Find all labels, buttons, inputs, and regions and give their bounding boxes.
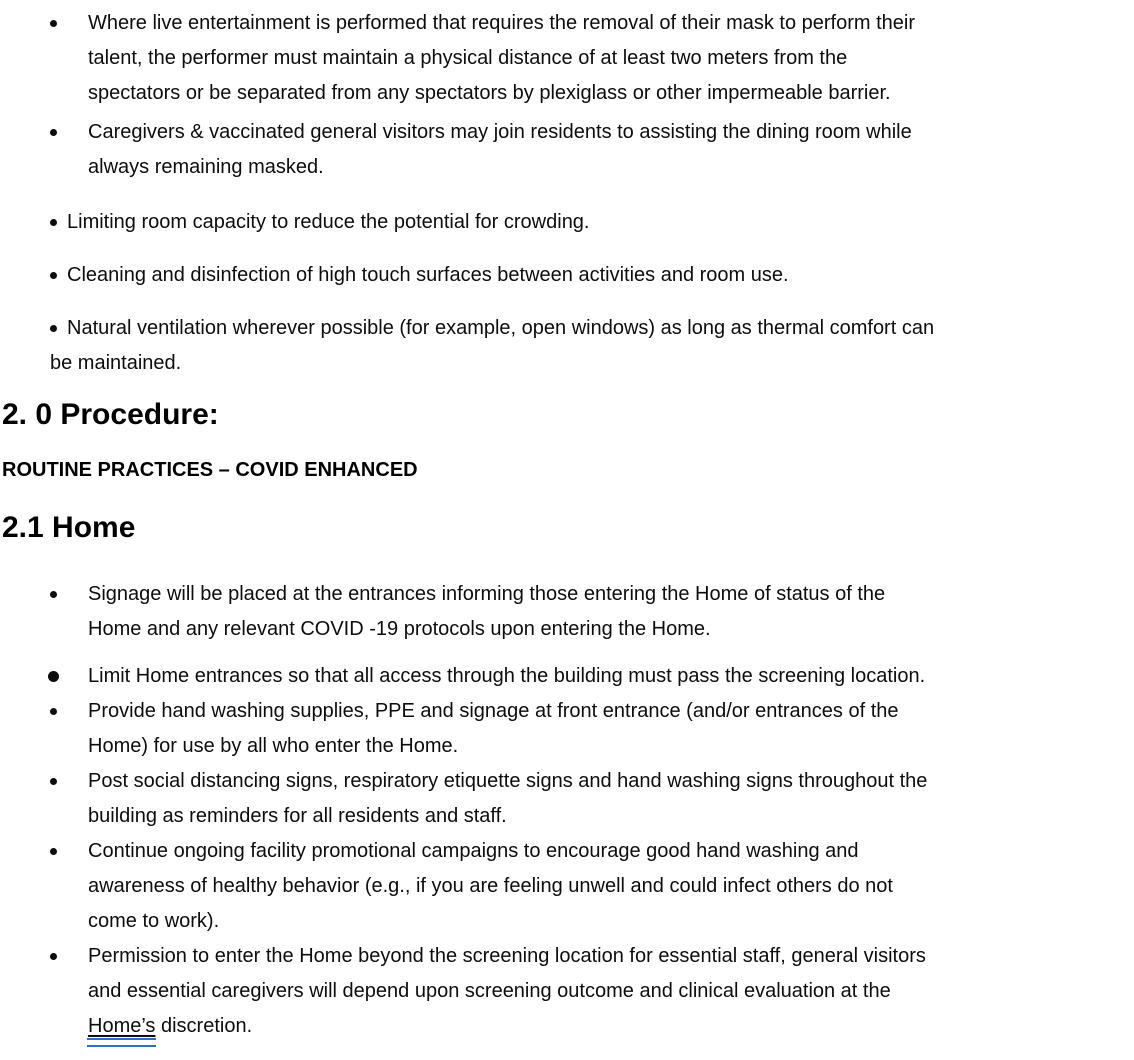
bullet-icon [50, 272, 57, 279]
bullet-icon [50, 325, 57, 332]
bulleted-paragraph [50, 311, 948, 381]
bullet-icon [50, 591, 57, 598]
list-item-text: Caregivers & vaccinated general visitors may join residents to assisting the dining room while always remaining masked. [88, 121, 912, 178]
home-procedures-list [2, 577, 1134, 1044]
entertainment-guidelines-list [2, 6, 1134, 185]
bullet-icon [48, 671, 59, 682]
list-item-text: Where live entertainment is performed that requires the removal of their mask to perform their talent, the performer must maintain a physical distance of at least two meters from the spectators or be separated from any spectators by plexiglass or other impermeable barrier. [88, 12, 916, 104]
bullet-icon [50, 708, 57, 715]
list-item [2, 659, 939, 694]
bullet-icon [50, 848, 57, 855]
list-item [2, 834, 939, 939]
bulleted-paragraph [50, 258, 948, 293]
list-item-text-trail: discretion. [155, 1015, 253, 1037]
bullet-icon [50, 953, 57, 960]
list-item-text: Signage will be placed at the entrances informing those entering the Home of status of the Home and any relevant COVID -19 protocols upon entering the Home. [88, 583, 886, 640]
list-item-text: Limit Home entrances so that all access through the building must pass the screening location. [88, 665, 926, 687]
paragraph-text: Limiting room capacity to reduce the potential for crowding. [67, 211, 590, 233]
bullet-icon [50, 778, 57, 785]
list-item-text: Continue ongoing facility promotional campaigns to encourage good hand washing and awareness of healthy behavior (e.g., if you are feeling unwell and could infect others do not come to work). [88, 840, 893, 932]
list-item [2, 6, 939, 111]
heading-procedure: 2. 0 Procedure: [2, 398, 219, 431]
list-item [2, 694, 939, 764]
list-item [2, 577, 939, 647]
paragraph-text: Cleaning and disinfection of high touch surfaces between activities and room use. [67, 264, 789, 286]
list-item [2, 115, 939, 185]
grammar-flagged-word[interactable]: Home’s [88, 1015, 156, 1037]
bulleted-paragraph [50, 205, 948, 240]
paragraph-text: Natural ventilation wherever possible (for example, open windows) as long as thermal comfort can be maintained. [50, 317, 935, 374]
heading-routine-practices: ROUTINE PRACTICES – COVID ENHANCED [2, 459, 418, 481]
list-item-text-lead: Permission to enter the Home beyond the screening location for essential staff, general visitors and essential caregivers will depend upon screening outcome and clinical evaluation at the [88, 945, 926, 1002]
heading-home: 2.1 Home [2, 511, 136, 544]
mitigation-paragraphs [2, 205, 1134, 381]
list-item-text [88, 945, 926, 1037]
bullet-icon [50, 219, 57, 226]
list-item-text: Post social distancing signs, respiratory etiquette signs and hand washing signs throughout the building as reminders for all residents and staff. [88, 770, 928, 827]
bullet-icon [50, 129, 57, 136]
list-item-text: Provide hand washing supplies, PPE and signage at front entrance (and/or entrances of the Home) for use by all who enter the Home. [88, 700, 899, 757]
list-item [2, 764, 939, 834]
bullet-icon [50, 20, 57, 27]
list-item [2, 939, 939, 1044]
